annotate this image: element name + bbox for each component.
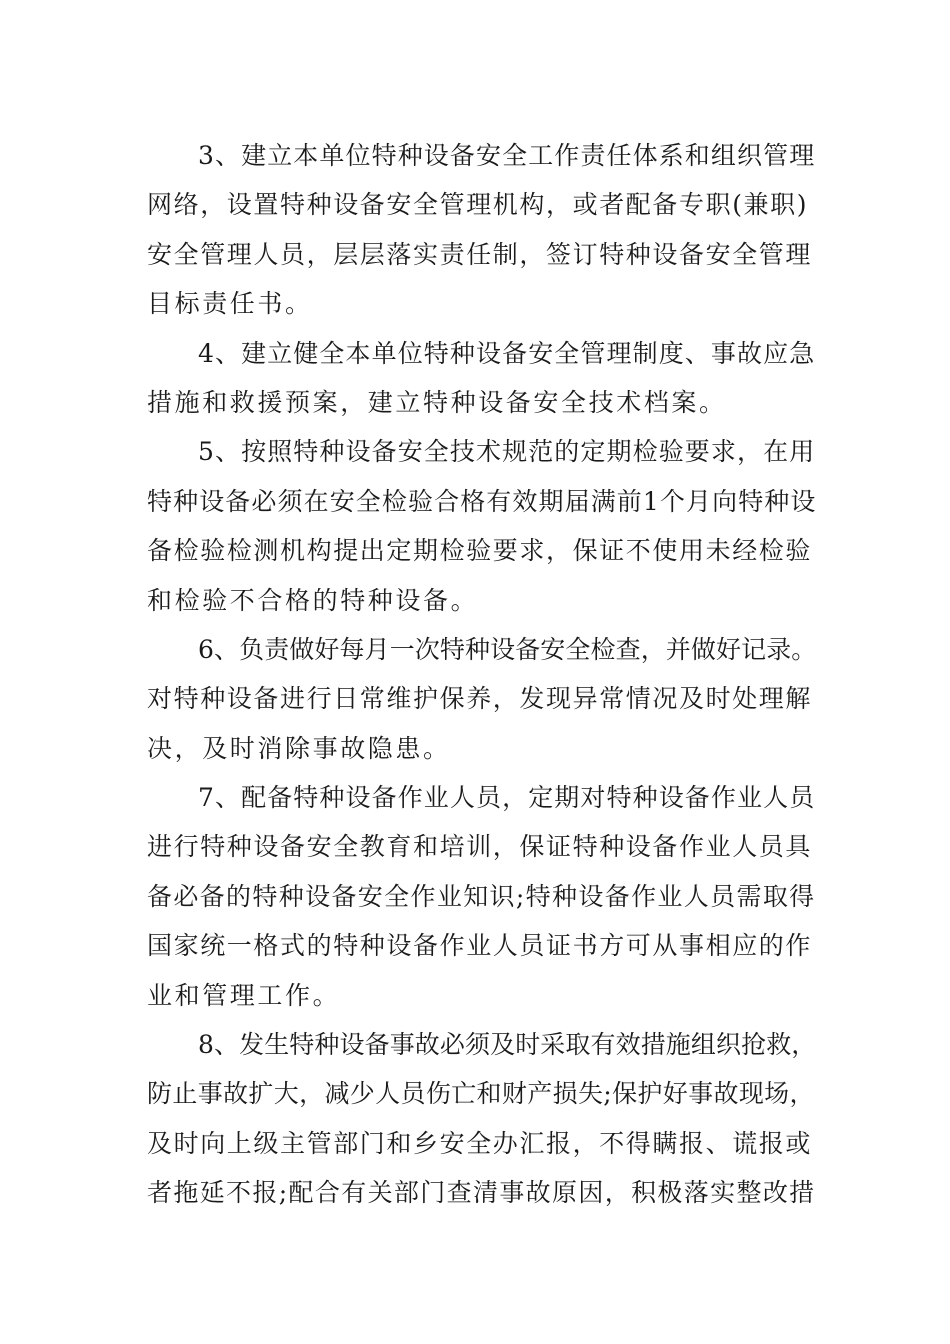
text-line-item-8-line-4: 者拖延不报;配合有关部门查清事故原因，积极落实整改措	[147, 1178, 816, 1208]
text-line-item-8-line-1: 8、发生特种设备事故必须及时采取有效措施组织抢救，	[198, 1030, 817, 1060]
text-line-item-5-line-3: 备检验检测机构提出定期检验要求，保证不使用未经检验	[147, 536, 813, 566]
text-line-item-4-line-2: 措施和救援预案，建立特种设备安全技术档案。	[147, 387, 727, 417]
document-body	[147, 131, 817, 1218]
text-line-item-3-line-2: 网络，设置特种设备安全管理机构，或者配备专职(兼职)	[147, 190, 809, 220]
text-line-item-5-line-2: 特种设备必须在安全检验合格有效期届满前1个月向特种设	[147, 486, 817, 516]
text-line-item-7-line-2: 进行特种设备安全教育和培训，保证特种设备作业人员具	[147, 832, 813, 862]
text-line-item-7-line-5: 业和管理工作。	[147, 980, 341, 1010]
text-line-item-7-line-1: 7、配备特种设备作业人员，定期对特种设备作业人员	[198, 783, 816, 813]
text-line-item-8-line-2: 防止事故扩大，减少人员伤亡和财产损失;保护好事故现场，	[147, 1079, 815, 1109]
text-line-item-6-line-3: 决，及时消除事故隐患。	[147, 733, 451, 763]
text-line-item-5-line-1: 5、按照特种设备安全技术规范的定期检验要求，在用	[198, 437, 816, 467]
text-line-item-4-line-1: 4、建立健全本单位特种设备安全管理制度、事故应急	[198, 338, 816, 368]
text-line-item-3-line-3: 安全管理人员，层层落实责任制，签订特种设备安全管理	[147, 239, 813, 269]
text-line-item-6-line-2: 对特种设备进行日常维护保养，发现异常情况及时处理解	[147, 684, 813, 714]
text-line-item-8-line-3: 及时向上级主管部门和乡安全办汇报，不得瞒报、谎报或	[147, 1128, 813, 1158]
text-line-item-7-line-4: 国家统一格式的特种设备作业人员证书方可从事相应的作	[147, 931, 813, 961]
text-line-item-3-line-4: 目标责任书。	[147, 289, 313, 319]
text-line-item-7-line-3: 备必备的特种设备安全作业知识;特种设备作业人员需取得	[147, 881, 816, 911]
text-line-item-3-line-1: 3、建立本单位特种设备安全工作责任体系和组织管理	[198, 141, 816, 170]
text-line-item-6-line-1: 6、负责做好每月一次特种设备安全检查，并做好记录。	[198, 634, 817, 664]
text-line-item-5-line-4: 和检验不合格的特种设备。	[147, 585, 479, 615]
